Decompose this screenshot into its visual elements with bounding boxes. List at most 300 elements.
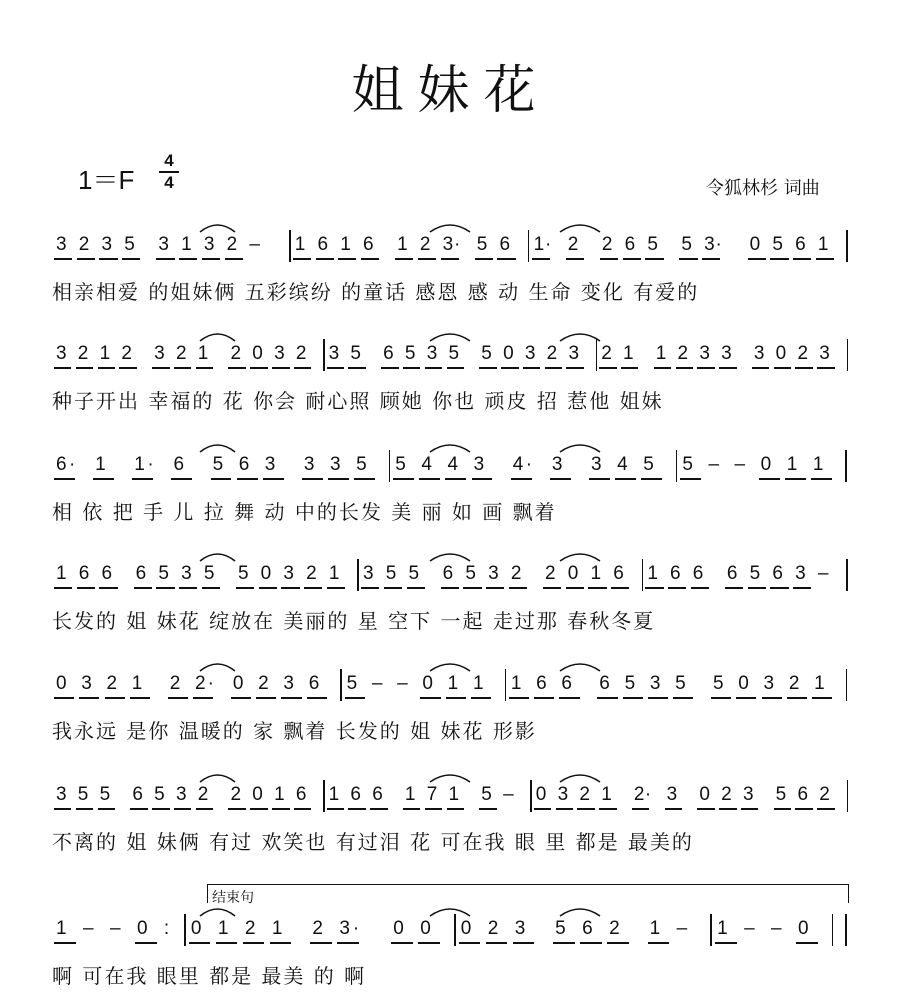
note: 2 [306, 563, 317, 584]
tie-arc [200, 334, 235, 341]
tie-arc [200, 775, 235, 782]
beam-underline [156, 258, 174, 260]
beam-underline [54, 587, 72, 589]
beam-underline [597, 697, 617, 699]
note: 5 [448, 343, 460, 364]
beam-underline [196, 808, 213, 810]
tie-arcs [0, 216, 901, 246]
lyrics-line: 啊 可在我 眼里 都是 最美 的 啊 [52, 964, 367, 988]
note: 2 [567, 234, 579, 255]
beam-underline [770, 587, 788, 589]
beam-underline [545, 367, 562, 369]
beam-underline [691, 587, 709, 589]
beam-underline [559, 697, 579, 699]
note: 6 [317, 234, 329, 255]
note: 0 [738, 673, 749, 694]
tie-arc [560, 554, 600, 561]
beam-underline [381, 367, 398, 369]
beam-underline [76, 808, 93, 810]
beam-underline [793, 587, 811, 589]
beam-underline [418, 258, 436, 260]
beam-underline [611, 587, 629, 589]
tie-arc [560, 909, 600, 916]
beam-underline [98, 808, 115, 810]
beam-underline [327, 367, 344, 369]
note: – [744, 918, 755, 939]
note: 2 [487, 918, 499, 939]
note: 3 [283, 563, 294, 584]
note: 6 [726, 563, 738, 584]
note: 6 [536, 673, 547, 694]
note: 3 [551, 454, 563, 475]
beam-underline [393, 478, 414, 480]
note: – [249, 234, 260, 255]
note: 3 [473, 454, 485, 475]
note: – [771, 918, 782, 939]
note: 0 [760, 454, 772, 475]
note: 5 [465, 563, 476, 584]
beam-underline [632, 808, 649, 810]
beam-underline [471, 697, 491, 699]
note: 1 [397, 234, 408, 255]
note: 1 [472, 673, 484, 694]
note: 6 [308, 673, 320, 694]
note: 2 [77, 343, 89, 364]
note: 2 [197, 784, 209, 805]
note: 6 [135, 563, 147, 584]
beam-underline [79, 697, 99, 699]
beam-underline [645, 587, 663, 589]
note: – [676, 918, 688, 939]
note: 5 [350, 343, 361, 364]
note: 2 [175, 343, 187, 364]
note: 3 [56, 784, 67, 805]
note: 6 [372, 784, 383, 805]
beam-underline [231, 697, 251, 699]
note: 3 [101, 234, 113, 255]
beam-underline [395, 258, 413, 260]
beam-underline [623, 697, 643, 699]
tie-arc [560, 225, 600, 232]
note: 3 [264, 454, 276, 475]
note: 3 [442, 234, 454, 255]
beam-underline [446, 697, 466, 699]
beam-underline [475, 258, 493, 260]
beam-underline [270, 942, 292, 944]
beam-underline [447, 808, 464, 810]
note: 3 [753, 343, 765, 364]
note: 2 [819, 784, 830, 805]
note: 3 [666, 784, 678, 805]
note: 5 [154, 784, 165, 805]
ending-label: 结束句 [212, 890, 254, 906]
note: 1 [56, 563, 67, 584]
note: 6 [624, 234, 636, 255]
note: 1 [649, 918, 661, 939]
beam-underline [403, 367, 420, 369]
note: 6 [692, 563, 704, 584]
beam-underline [486, 942, 508, 944]
beam-underline [304, 587, 322, 589]
beam-underline [811, 478, 832, 480]
beam-underline [509, 587, 527, 589]
note: 5 [395, 454, 406, 475]
note: · [454, 234, 461, 255]
beam-underline [337, 942, 359, 944]
note: 2 [230, 784, 242, 805]
note: 1 [447, 673, 459, 694]
note: 5 [476, 234, 488, 255]
beam-underline [673, 697, 693, 699]
note: 2 [633, 784, 645, 805]
beam-underline [328, 478, 349, 480]
note: 3 [175, 784, 187, 805]
tie-arc [200, 225, 235, 232]
beam-underline [486, 587, 504, 589]
note: 2 [169, 673, 181, 694]
beam-underline [599, 808, 616, 810]
note: 2 [226, 234, 238, 255]
note: 2 [78, 234, 90, 255]
note: 1 [510, 673, 522, 694]
beam-underline [615, 478, 636, 480]
beam-underline [513, 942, 535, 944]
beam-underline [770, 258, 788, 260]
note: 0 [775, 343, 787, 364]
note: 1 [328, 563, 340, 584]
beam-underline [281, 697, 301, 699]
note: 2 [797, 343, 809, 364]
beam-underline [479, 808, 496, 810]
beam-underline [130, 808, 147, 810]
note: 1 [294, 234, 306, 255]
beam-underline [76, 367, 93, 369]
tie-arc [200, 445, 235, 452]
note: 1 [340, 234, 351, 255]
beam-underline [623, 258, 641, 260]
note: 1 [647, 563, 658, 584]
note: 5 [212, 454, 224, 475]
beam-underline [621, 367, 638, 369]
note: 2 [609, 918, 620, 939]
note: 5 [682, 454, 693, 475]
beam-underline [668, 587, 686, 589]
note: 5 [99, 784, 111, 805]
note: 5 [404, 343, 416, 364]
note: 3 [303, 454, 315, 475]
note: 1 [271, 918, 283, 939]
beam-underline [796, 942, 818, 944]
lyrics-line: 相 依 把 手 儿 拉 舞 动 中的长发 美 丽 如 画 飘着 [52, 500, 557, 524]
beam-underline [648, 697, 668, 699]
beam-underline [122, 258, 140, 260]
note: 1 [56, 918, 67, 939]
beam-underline [441, 258, 459, 260]
tie-arcs [0, 545, 901, 575]
note: 5 [772, 234, 783, 255]
note: 2 [601, 343, 612, 364]
beam-underline [193, 697, 213, 699]
note: 6 [613, 563, 624, 584]
beam-underline [99, 587, 117, 589]
beam-underline [361, 587, 379, 589]
note: · [207, 673, 214, 694]
note: 6 [582, 918, 593, 939]
note: 6 [795, 234, 806, 255]
note: 1 [448, 784, 460, 805]
beam-underline [281, 587, 299, 589]
beam-underline [174, 367, 191, 369]
note: 1 [533, 234, 545, 255]
beam-underline [447, 367, 464, 369]
lyrics-line: 种子开出 幸福的 花 你会 耐心照 顾她 你也 顽皮 招 惹他 姐妹 [52, 389, 664, 413]
note: 1 [601, 784, 612, 805]
beam-underline [566, 367, 583, 369]
beam-underline [641, 478, 662, 480]
beam-underline [479, 367, 496, 369]
beam-underline [679, 258, 697, 260]
note: 6 [797, 784, 809, 805]
beam-underline [501, 367, 518, 369]
note: 0 [393, 918, 404, 939]
beam-underline [676, 367, 693, 369]
lyrics-line: 相亲相爱 的姐妹俩 五彩缤纷 的童话 感恩 感 动 生命 变化 有爱的 [52, 280, 700, 304]
beam-underline [648, 942, 670, 944]
beam-underline [348, 808, 365, 810]
note: – [817, 563, 829, 584]
beam-underline [795, 808, 812, 810]
note: – [109, 918, 121, 939]
note: 6 [78, 563, 90, 584]
note: 5 [555, 918, 566, 939]
tie-arcs [0, 436, 901, 466]
note: 1 [404, 784, 416, 805]
beam-underline [566, 258, 584, 260]
beam-underline [54, 258, 72, 260]
note: 2 [230, 343, 242, 364]
note: 3 [649, 673, 661, 694]
beam-underline [403, 808, 420, 810]
note: 2 [419, 234, 431, 255]
beam-underline [812, 697, 832, 699]
note: 6 [350, 784, 361, 805]
note: 1 [274, 784, 285, 805]
beam-underline [817, 367, 834, 369]
note: 3 [154, 343, 165, 364]
note: 5 [643, 454, 654, 475]
note: 2 [677, 343, 689, 364]
beam-underline [748, 587, 766, 589]
beam-underline [250, 808, 267, 810]
tie-arc [200, 664, 235, 671]
note: · [715, 234, 722, 255]
beam-underline [119, 367, 136, 369]
note: 1 [197, 343, 209, 364]
note: 3 [488, 563, 499, 584]
note: 5 [681, 234, 692, 255]
note: · [352, 918, 360, 939]
beam-underline [715, 942, 737, 944]
beam-underline [702, 258, 720, 260]
beam-underline [77, 587, 95, 589]
note: 5 [775, 784, 787, 805]
beam-underline [135, 942, 157, 944]
beam-underline [250, 367, 267, 369]
beam-underline [189, 942, 211, 944]
beam-underline [370, 808, 387, 810]
note: · [147, 454, 154, 475]
note: – [708, 454, 720, 475]
beam-underline [54, 478, 75, 480]
note: 5 [124, 234, 135, 255]
note: 2 [546, 343, 558, 364]
beam-underline [556, 808, 573, 810]
beam-underline [327, 587, 345, 589]
score-row [0, 557, 901, 647]
note: 5 [237, 563, 249, 584]
beam-underline [256, 697, 276, 699]
beam-underline [130, 697, 150, 699]
beam-underline [384, 587, 402, 589]
score-row [0, 228, 901, 318]
note: 3 [158, 234, 169, 255]
note: 2 [544, 563, 556, 584]
beam-underline [680, 478, 701, 480]
beam-underline [272, 367, 289, 369]
tie-arcs [0, 766, 901, 796]
beam-underline [543, 587, 561, 589]
beam-underline [338, 258, 356, 260]
beam-underline [719, 367, 736, 369]
beam-underline [553, 942, 575, 944]
lyrics-line: 我永远 是你 温暖的 家 飘着 长发的 姐 妹花 形影 [52, 719, 537, 743]
note: 3 [328, 343, 340, 364]
beam-underline [152, 808, 169, 810]
beam-underline [550, 478, 571, 480]
note: 2 [788, 673, 800, 694]
beam-underline [54, 808, 71, 810]
note: 4 [447, 454, 459, 475]
note: 1 [134, 454, 145, 475]
note: 0 [420, 918, 431, 939]
note: – [503, 784, 514, 805]
note: 0 [190, 918, 202, 939]
beam-underline [725, 587, 743, 589]
tie-arc [430, 664, 470, 671]
beam-underline [599, 367, 616, 369]
note: 1 [131, 673, 143, 694]
note: 3 [721, 343, 732, 364]
note: 2 [106, 673, 118, 694]
note: 6 [363, 234, 374, 255]
note: 5 [749, 563, 761, 584]
beam-underline [736, 697, 756, 699]
beam-underline [259, 587, 277, 589]
beam-underline [665, 808, 682, 810]
note: 6 [132, 784, 143, 805]
note: 2 [312, 918, 323, 939]
beam-underline [459, 942, 481, 944]
beam-underline [420, 697, 440, 699]
note: 5 [356, 454, 367, 475]
note: · [525, 454, 533, 475]
note: 6 [670, 563, 681, 584]
note: 0 [460, 918, 472, 939]
note: 3 [181, 563, 192, 584]
note: 3 [81, 673, 92, 694]
note: 2 [258, 673, 269, 694]
beam-underline [759, 478, 780, 480]
note: 4 [421, 454, 432, 475]
tie-arc [430, 445, 470, 452]
tie-arcs [0, 325, 901, 355]
beam-underline [225, 258, 243, 260]
note: 1 [717, 918, 728, 939]
beam-underline [316, 258, 334, 260]
note: · [69, 454, 76, 475]
beam-underline [711, 697, 731, 699]
beam-underline [236, 587, 254, 589]
beam-underline [156, 587, 174, 589]
note: 0 [252, 784, 263, 805]
beam-underline [532, 258, 550, 260]
note: 5 [481, 784, 492, 805]
beam-underline [774, 367, 791, 369]
beam-underline [463, 587, 481, 589]
beam-underline [748, 258, 766, 260]
note: 3 [568, 343, 580, 364]
note: 2 [244, 918, 256, 939]
beam-underline [294, 808, 311, 810]
score-row [0, 337, 901, 427]
note: 3 [591, 454, 602, 475]
beam-underline [348, 367, 365, 369]
beam-underline [445, 478, 466, 480]
note: 2 [295, 343, 307, 364]
beam-underline [327, 808, 344, 810]
beam-underline [54, 942, 76, 944]
note: 2 [601, 234, 613, 255]
score-row [0, 778, 901, 868]
note: 1 [812, 454, 824, 475]
beam-underline [293, 258, 311, 260]
note: 0 [749, 234, 761, 255]
beam-underline [105, 697, 125, 699]
note: 6 [772, 563, 783, 584]
note: 3 [426, 343, 438, 364]
note: 6 [56, 454, 67, 475]
note: 3 [819, 343, 830, 364]
beam-underline [509, 697, 529, 699]
note: 1 [817, 234, 829, 255]
note: 0 [567, 563, 579, 584]
time-signature-top: 4 [164, 151, 174, 170]
tie-arc [200, 554, 235, 561]
beam-underline [511, 478, 532, 480]
lyrics-line: 长发的 姐 妹花 绽放在 美丽的 星 空下 一起 走过那 春秋冬夏 [52, 609, 656, 633]
beam-underline [132, 478, 153, 480]
beam-underline [472, 478, 493, 480]
score-row [0, 667, 901, 757]
beam-underline [534, 808, 551, 810]
beam-underline [441, 587, 459, 589]
beam-underline [302, 478, 323, 480]
note: 3 [283, 673, 294, 694]
beam-underline [793, 258, 811, 260]
note: 5 [385, 563, 397, 584]
beam-underline [497, 258, 515, 260]
note: 5 [713, 673, 724, 694]
